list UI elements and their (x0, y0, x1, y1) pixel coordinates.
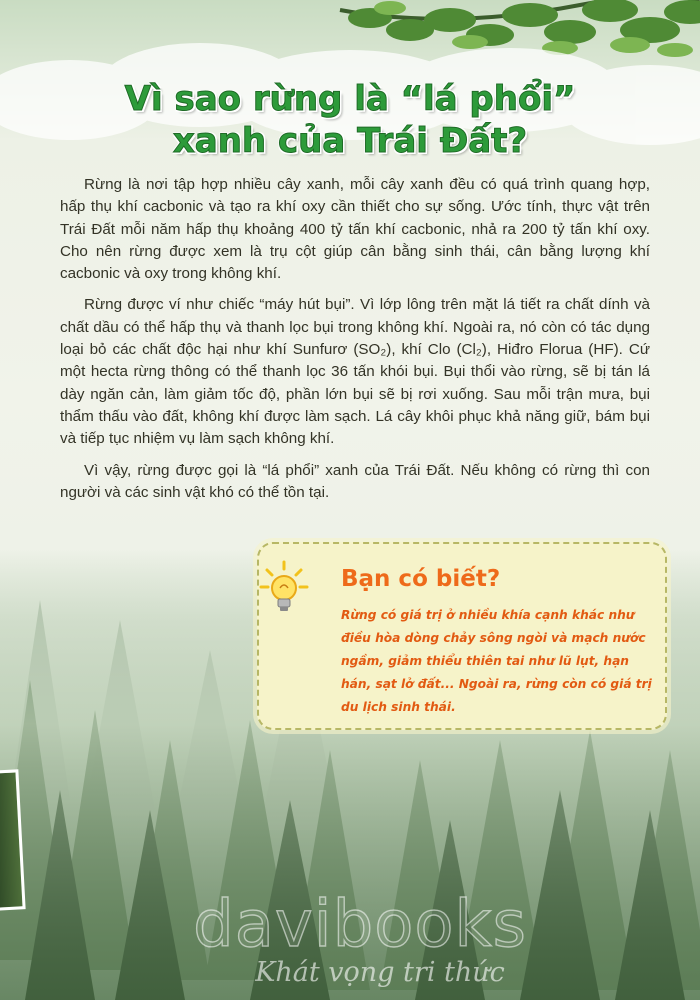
paragraph-3: Vì vậy, rừng được gọi là “lá phổi” xanh của Trái Đất. Nếu không có rừng thì con người và các sinh vật khó có thể tồn tại. (60, 461, 650, 501)
did-you-know-box (257, 542, 667, 730)
publisher-tagline: Khát vọng tri thức (255, 957, 505, 988)
page-title (60, 78, 640, 162)
title-line-1: Vì sao rừng là “lá phổi” (124, 79, 576, 119)
did-you-know-heading: Bạn có biết? (341, 566, 501, 592)
publisher-watermark: davibooks (193, 888, 527, 962)
paragraph-2: Rừng được ví như chiếc “máy hút bụi”. Vì lớp lông trên mặt lá tiết ra chất dính và chất dầu có thể hấp thụ và thanh lọc bụi trong không khí. Ngoài ra, nó còn có tác dụng loại bỏ các chất độc hại như khí Sunfurơ (SO₂), khí Clo (Cl₂), Hiđro Florua (HF). Cứ một hecta rừng thông có thể thanh lọc 36 tấn khói bụi. Bụi thổi vào rừng, sẽ bị tán lá dày ngăn cản, làm giảm tốc độ, phần lớn bụi sẽ bị rơi xuống. Sau mỗi trận mưa, bụi thẩm thấu vào đất, không khí được làm sạch. Lá cây khôi phục khả năng giữ, bám bụi và tiếp tục nhiệm vụ làm sạch không khí. (60, 296, 650, 448)
title-line-2: xanh của Trái Đất? (172, 121, 528, 161)
article-body (60, 174, 650, 513)
paragraph-1: Rừng là nơi tập hợp nhiều cây xanh, mỗi cây xanh đều có quá trình quang hợp, hấp thụ khí cacbonic và tạo ra khí oxy cần thiết cho sự sống. Ước tính, thực vật trên Trái Đất mỗi năm hấp thụ khoảng 400 tỷ tấn khí cacbonic, nhả ra 200 tỷ tấn khí oxy. Cho nên rừng được xem là trụ cột giúp cân bằng sinh thái, cân bằng lượng khí cacbonic và oxy trong không khí. (60, 176, 650, 283)
light-bulb-icon (259, 560, 309, 620)
did-you-know-text: Rừng có giá trị ở nhiều khía cạnh khác như điều hòa dòng chảy sông ngòi và mạch nước ngầm, giảm thiểu thiên tai như lũ lụt, hạn hán, sạt lở đất... Ngoài ra, rừng còn có giá trị du lịch sinh thái. (341, 608, 652, 714)
